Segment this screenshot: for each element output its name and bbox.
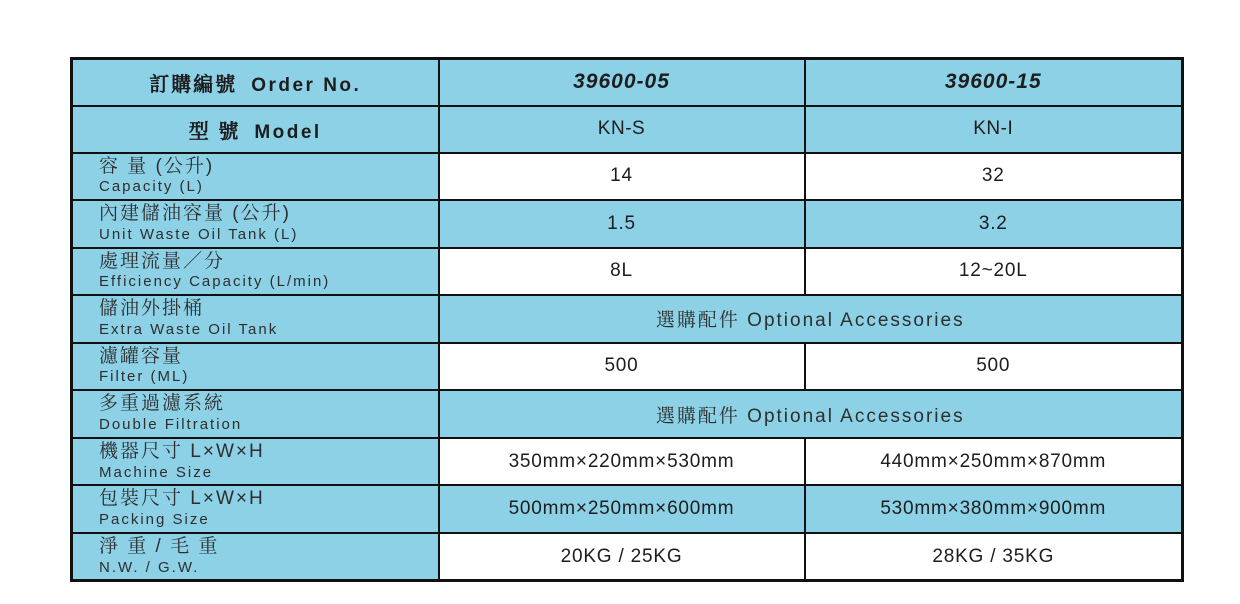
packing-size-label	[72, 485, 439, 533]
table-row-double-filtration	[72, 390, 1183, 438]
machine-size-value-1: 350mm×220mm×530mm	[439, 438, 805, 486]
double-filtration-label	[72, 390, 439, 438]
weight-value-2: 28KG / 35KG	[805, 533, 1183, 581]
efficiency-capacity-label	[72, 248, 439, 296]
weight-label-zh: 淨 重 / 毛 重	[99, 535, 220, 557]
model-header	[72, 106, 439, 153]
order-no-value-1: 39600-05	[439, 59, 805, 106]
capacity-label-en: Capacity (L)	[99, 178, 204, 196]
table-row-filter	[72, 343, 1183, 391]
unit-waste-oil-tank-value-1: 1.5	[439, 200, 805, 248]
efficiency-capacity-value-1: 8L	[439, 248, 805, 296]
extra-waste-oil-tank-label	[72, 295, 439, 343]
packing-size-value-1: 500mm×250mm×600mm	[439, 485, 805, 533]
capacity-value-1: 14	[439, 153, 805, 201]
model-value-2: KN-I	[805, 106, 1183, 153]
order-no-label-en: Order No.	[251, 74, 362, 96]
filter-value-1: 500	[439, 343, 805, 391]
double-filtration-label-zh: 多重過濾系統	[99, 393, 226, 415]
extra-waste-oil-tank-label-zh: 儲油外掛桶	[99, 298, 205, 320]
extra-waste-oil-tank-merged-value: 選購配件 Optional Accessories	[439, 295, 1183, 343]
machine-size-label	[72, 438, 439, 486]
unit-waste-oil-tank-label-zh: 內建儲油容量 (公升)	[99, 203, 291, 225]
weight-label	[72, 533, 439, 581]
machine-size-value-2: 440mm×250mm×870mm	[805, 438, 1183, 486]
model-value-1: KN-S	[439, 106, 805, 153]
machine-size-label-en: Machine Size	[99, 463, 214, 481]
table-row-machine-size	[72, 438, 1183, 486]
product-spec-table	[70, 57, 1184, 582]
model-label-zh: 型 號	[188, 120, 241, 143]
packing-size-label-en: Packing Size	[99, 511, 210, 529]
filter-label-en: Filter (ML)	[99, 368, 190, 386]
table-row-unit-waste-oil-tank	[72, 200, 1183, 248]
capacity-label-zh: 容 量 (公升)	[99, 155, 215, 177]
extra-waste-oil-tank-label-en: Extra Waste Oil Tank	[99, 320, 279, 338]
table-row-extra-waste-oil-tank	[72, 295, 1183, 343]
machine-size-label-zh: 機器尺寸 L×W×H	[99, 440, 265, 462]
model-label-en: Model	[254, 121, 322, 143]
filter-value-2: 500	[805, 343, 1183, 391]
order-no-value-2: 39600-15	[805, 59, 1183, 106]
double-filtration-merged-value: 選購配件 Optional Accessories	[439, 390, 1183, 438]
packing-size-value-2: 530mm×380mm×900mm	[805, 485, 1183, 533]
order-no-label-zh: 訂購編號	[149, 73, 238, 96]
unit-waste-oil-tank-label-en: Unit Waste Oil Tank (L)	[99, 225, 299, 243]
filter-label-zh: 濾罐容量	[99, 345, 184, 367]
order-no-header	[72, 59, 439, 106]
efficiency-capacity-label-en: Efficiency Capacity (L/min)	[99, 273, 331, 291]
table-row-capacity	[72, 153, 1183, 201]
filter-label	[72, 343, 439, 391]
packing-size-label-zh: 包裝尺寸 L×W×H	[99, 488, 265, 510]
unit-waste-oil-tank-value-2: 3.2	[805, 200, 1183, 248]
double-filtration-label-en: Double Filtration	[99, 416, 243, 434]
table-row-packing-size	[72, 485, 1183, 533]
capacity-value-2: 32	[805, 153, 1183, 201]
table-row-order-no	[72, 59, 1183, 106]
weight-label-en: N.W. / G.W.	[99, 558, 200, 576]
table-row-efficiency-capacity	[72, 248, 1183, 296]
capacity-label	[72, 153, 439, 201]
unit-waste-oil-tank-label	[72, 200, 439, 248]
table-row-model	[72, 106, 1183, 153]
efficiency-capacity-label-zh: 處理流量／分	[99, 250, 226, 272]
efficiency-capacity-value-2: 12~20L	[805, 248, 1183, 296]
table-row-weight	[72, 533, 1183, 581]
weight-value-1: 20KG / 25KG	[439, 533, 805, 581]
